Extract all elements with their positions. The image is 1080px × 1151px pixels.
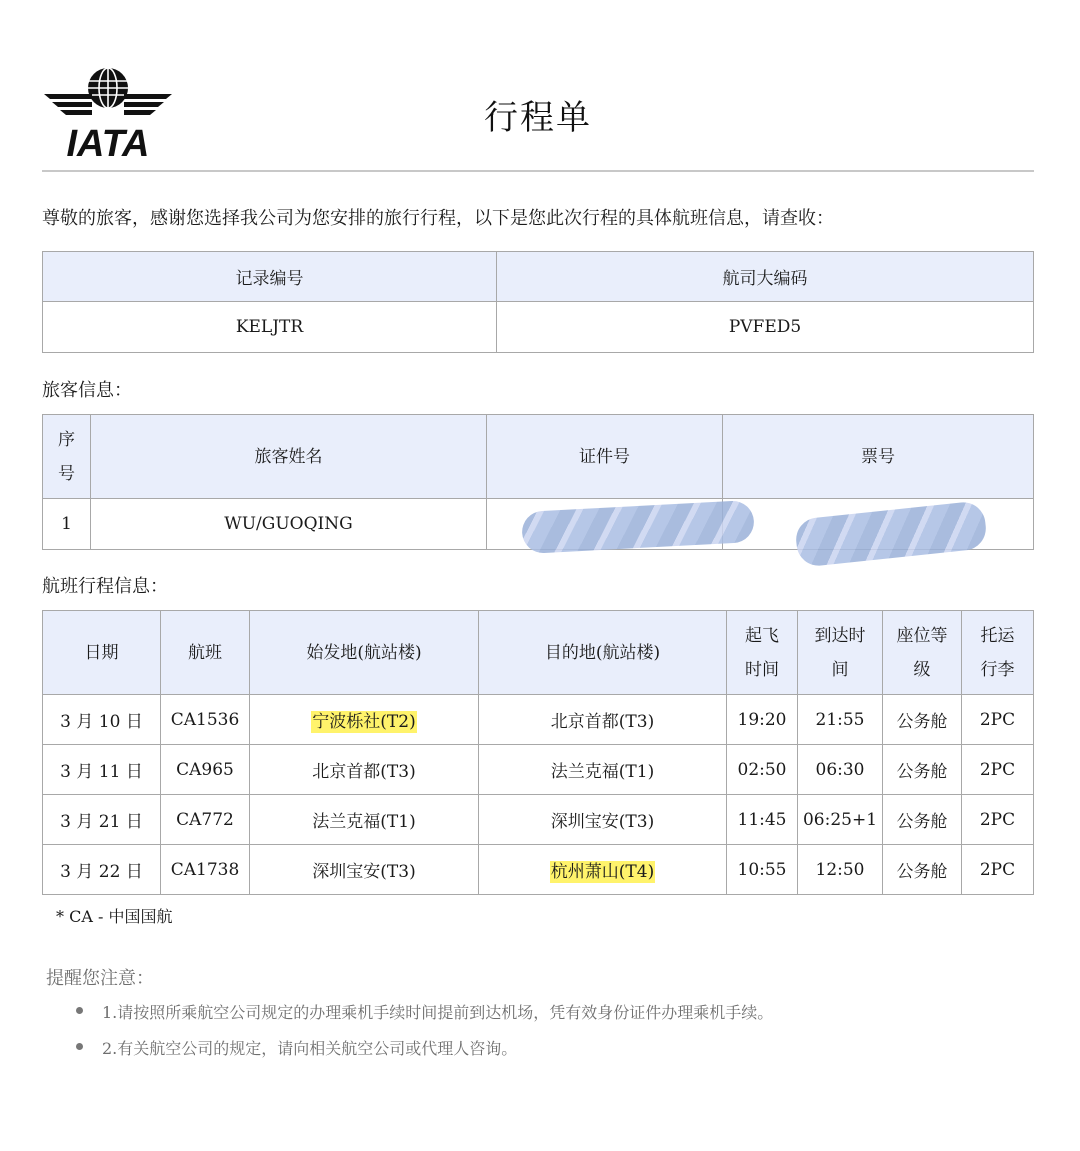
flight-date: 3 月 21 日 bbox=[43, 795, 161, 845]
flight-destination: 法兰克福(T1) bbox=[479, 745, 727, 795]
header-record-number: 记录编号 bbox=[43, 252, 497, 302]
flight-depart-time: 02:50 bbox=[727, 745, 798, 795]
record-table bbox=[42, 251, 1034, 353]
airline-footnote: * CA - 中国国航 bbox=[56, 907, 173, 926]
header-index: 序号 bbox=[43, 415, 91, 499]
bullet-icon bbox=[76, 1007, 83, 1014]
flight-depart-time: 10:55 bbox=[727, 845, 798, 895]
highlighted-origin: 宁波栎社(T2) bbox=[312, 712, 416, 732]
flight-arrive-time: 06:30 bbox=[798, 745, 883, 795]
record-number: KELJTR bbox=[43, 302, 497, 353]
flight-number: CA772 bbox=[161, 795, 250, 845]
table-row bbox=[43, 695, 1034, 745]
header-baggage: 托运行李 bbox=[962, 611, 1034, 695]
list-item: 1.请按照所乘航空公司规定的办理乘机手续时间提前到达机场，凭有效身份证件办理乘机手续。 bbox=[76, 1000, 773, 1036]
table-row bbox=[43, 795, 1034, 845]
notice-list bbox=[76, 1000, 773, 1072]
header-id-number: 证件号 bbox=[487, 415, 723, 499]
flight-date: 3 月 11 日 bbox=[43, 745, 161, 795]
header-destination: 目的地(航站楼) bbox=[479, 611, 727, 695]
flight-destination: 北京首都(T3) bbox=[479, 695, 727, 745]
flight-number: CA1536 bbox=[161, 695, 250, 745]
document-header bbox=[42, 60, 1034, 172]
page-title: 行程单 bbox=[484, 98, 592, 138]
flight-date: 3 月 22 日 bbox=[43, 845, 161, 895]
list-item: 2.有关航空公司的规定，请向相关航空公司或代理人咨询。 bbox=[76, 1036, 773, 1072]
flight-number: CA965 bbox=[161, 745, 250, 795]
flight-date: 3 月 10 日 bbox=[43, 695, 161, 745]
flight-origin: 法兰克福(T1) bbox=[250, 795, 479, 845]
flight-destination: 深圳宝安(T3) bbox=[479, 795, 727, 845]
flight-number: CA1738 bbox=[161, 845, 250, 895]
header-depart-time: 起飞时间 bbox=[727, 611, 798, 695]
bullet-icon bbox=[76, 1043, 83, 1050]
flight-table bbox=[42, 610, 1034, 895]
header-origin: 始发地(航站楼) bbox=[250, 611, 479, 695]
flight-origin: 北京首都(T3) bbox=[250, 745, 479, 795]
flight-baggage: 2PC bbox=[962, 695, 1034, 745]
flight-cabin: 公务舱 bbox=[883, 745, 962, 795]
flight-arrive-time: 12:50 bbox=[798, 845, 883, 895]
header-date: 日期 bbox=[43, 611, 161, 695]
flight-origin bbox=[250, 695, 479, 745]
header-airline-pnr: 航司大编码 bbox=[497, 252, 1034, 302]
flight-depart-time: 19:20 bbox=[727, 695, 798, 745]
flight-cabin: 公务舱 bbox=[883, 795, 962, 845]
header-passenger-name: 旅客姓名 bbox=[91, 415, 487, 499]
table-row bbox=[43, 745, 1034, 795]
header-flight: 航班 bbox=[161, 611, 250, 695]
svg-text:IATA: IATA bbox=[66, 123, 150, 160]
flight-section-label: 航班行程信息： bbox=[42, 576, 168, 597]
passenger-index: 1 bbox=[43, 499, 91, 550]
flight-cabin: 公务舱 bbox=[883, 695, 962, 745]
header-cabin: 座位等级 bbox=[883, 611, 962, 695]
flight-destination bbox=[479, 845, 727, 895]
table-row bbox=[43, 845, 1034, 895]
flight-origin: 深圳宝安(T3) bbox=[250, 845, 479, 895]
flight-depart-time: 11:45 bbox=[727, 795, 798, 845]
greeting-text: 尊敬的旅客，感谢您选择我公司为您安排的旅行行程，以下是您此次行程的具体航班信息，请查收： bbox=[42, 208, 834, 229]
flight-cabin: 公务舱 bbox=[883, 845, 962, 895]
flight-arrive-time: 06:25+1 bbox=[798, 795, 883, 845]
passenger-name: WU/GUOQING bbox=[91, 499, 487, 550]
notice-title: 提醒您注意： bbox=[46, 968, 154, 989]
header-arrive-time: 到达时间 bbox=[798, 611, 883, 695]
airline-pnr: PVFED5 bbox=[497, 302, 1034, 353]
flight-baggage: 2PC bbox=[962, 745, 1034, 795]
flight-arrive-time: 21:55 bbox=[798, 695, 883, 745]
flight-baggage: 2PC bbox=[962, 845, 1034, 895]
highlighted-destination: 杭州萧山(T4) bbox=[550, 862, 655, 882]
passenger-section-label: 旅客信息： bbox=[42, 380, 132, 401]
header-ticket-number: 票号 bbox=[723, 415, 1034, 499]
flight-baggage: 2PC bbox=[962, 795, 1034, 845]
